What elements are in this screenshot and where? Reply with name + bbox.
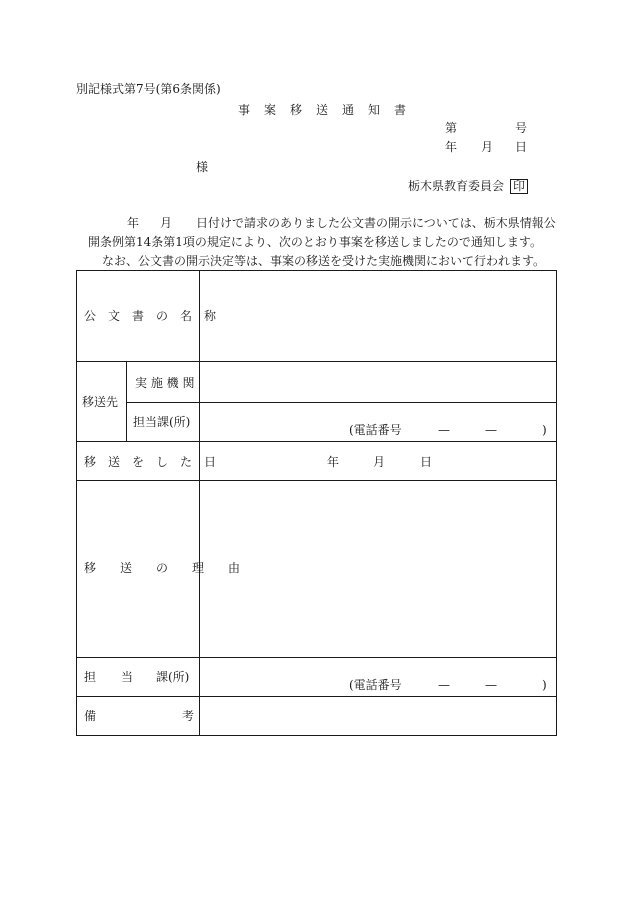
table-border-top xyxy=(76,270,557,271)
body-year: 年 xyxy=(127,216,140,230)
phone-open-2: (電話番号 xyxy=(349,678,402,692)
body-line3: なお、公文書の開示決定等は、事案の移送を受けた実施機関において行われます。 xyxy=(102,254,546,268)
form-id: 別記様式第7号(第6条関係) xyxy=(76,82,221,96)
date-month: 月 xyxy=(481,140,494,154)
transfer-form-table xyxy=(76,270,557,736)
document-title: 事 案 移 送 通 知 書 xyxy=(238,103,408,117)
transfer-date-day: 日 xyxy=(420,455,433,469)
transfer-date-label: 移 送 を し た 日 xyxy=(84,455,217,469)
transfer-to-label: 移送先 xyxy=(82,395,119,409)
phone-close-1: ) xyxy=(542,423,547,437)
body-month: 月 xyxy=(160,216,173,230)
transfer-date-month: 月 xyxy=(373,455,386,469)
section2-label-c: 課(所) xyxy=(156,670,190,684)
table-border-right xyxy=(556,270,557,736)
reason-label: 移 送 の 理 由 xyxy=(84,561,241,575)
row-divider-3 xyxy=(76,441,557,442)
section2-label-b: 当 xyxy=(121,670,134,684)
phone-dash1-1: — xyxy=(438,423,450,437)
recipient-suffix: 様 xyxy=(196,160,209,174)
phone-dash2-2: — xyxy=(485,678,497,692)
section2-label-a: 担 xyxy=(84,670,97,684)
row-divider-5 xyxy=(76,657,557,658)
phone-dash1-2: — xyxy=(438,678,450,692)
transfer-date-year: 年 xyxy=(327,455,340,469)
doc-name-label: 公 文 書 の 名 称 xyxy=(84,309,217,323)
transfer-to-divider xyxy=(126,361,127,441)
phone-dash2-1: — xyxy=(485,423,497,437)
remarks-label-b: 考 xyxy=(182,709,195,723)
row-divider-6 xyxy=(76,696,557,697)
section-label: 担当課(所) xyxy=(133,415,191,429)
agency-label: 実 施 機 関 xyxy=(135,376,195,390)
seal-stamp: 印 xyxy=(510,179,528,194)
date-day: 日 xyxy=(515,140,528,154)
sender-name: 栃木県教育委員会 xyxy=(408,179,505,193)
sender-block xyxy=(408,179,528,194)
phone-open-1: (電話番号 xyxy=(349,423,402,437)
label-column-divider xyxy=(199,270,200,736)
row-divider-4 xyxy=(76,480,557,481)
row-divider-1 xyxy=(76,361,557,362)
table-border-bottom xyxy=(76,735,557,736)
number-prefix: 第 xyxy=(445,121,458,135)
body-line2: 開条例第14条第1項の規定により、次のとおり事案を移送しましたので通知します。 xyxy=(88,235,542,249)
remarks-label-a: 備 xyxy=(84,709,97,723)
body-line1: 日付けで請求のありました公文書の開示については、栃木県情報公 xyxy=(196,216,556,230)
table-border-left xyxy=(76,270,77,736)
date-year: 年 xyxy=(445,140,458,154)
phone-close-2: ) xyxy=(542,678,547,692)
row-divider-2 xyxy=(126,402,557,403)
number-suffix: 号 xyxy=(515,121,528,135)
